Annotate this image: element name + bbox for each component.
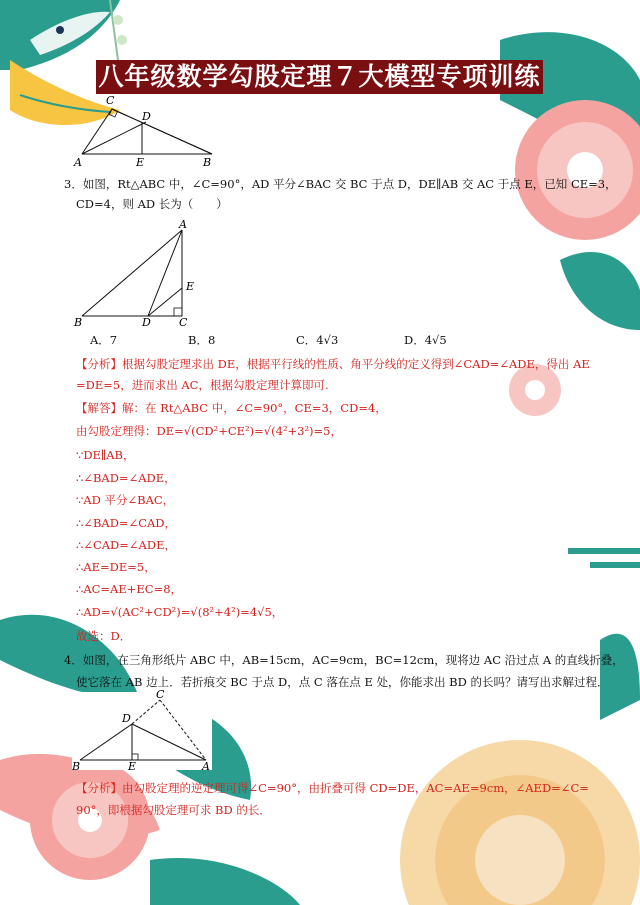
solution3-step: ∴AC=AE+EC=8， [76,582,183,596]
q3-stem-line1: 3．如图，Rt△ABC 中，∠C=90°，AD 平分∠BAC 交 BC 于点 D，DE∥AB 交 AC 于点 E，已知 CE=3， [64,177,617,191]
page-title: 八年级数学勾股定理７大模型专项训练 [96,60,543,94]
figure-q3 [70,218,200,328]
solution3-answer: 故选：D． [76,629,132,643]
q3-option-b: B．8 [188,333,216,347]
analysis3-line1: 【分析】根据勾股定理求出 DE，根据平行线的性质、角平分线的定义得到∠CAD=∠ADE，得出 AE [76,357,590,371]
analysis4-line2: 90°，即根据勾股定理可求 BD 的长． [76,803,271,817]
fig4-label-e: E [128,760,137,773]
solution3-step: ∴AD=√(AC²+CD²)=√(8²+4²)=4√5， [76,605,284,619]
q3-option-a: A．7 [90,333,118,347]
solution3-step: ∵AD 平分∠BAC， [76,493,175,507]
fig3-label-a: A [179,218,187,231]
fig4-label-b: B [72,760,81,773]
fig2-label-e: E [136,156,145,169]
fig3-label-b: B [74,316,83,329]
fig2-label-c: C [106,94,115,107]
fig4-label-c: C [156,688,165,701]
solution3-step: ∵DE∥AB， [76,448,135,462]
fig2-label-a: A [74,156,82,169]
q3-stem-line2: CD=4，则 AD 长为（ ） [76,197,228,211]
fig3-label-e: E [186,280,195,293]
solution3-step: ∴∠BAD=∠ADE， [76,471,176,485]
solution3-line2: 由勾股定理得：DE=√(CD²+CE²)=√(4²+3²)=5， [76,424,342,438]
analysis3-line2: =DE=5，进而求出 AC，根据勾股定理计算即可. [76,378,329,392]
solution3-line1: 【解答】解：在 Rt△ABC 中，∠C=90°，CE=3，CD=4， [76,401,387,415]
figure-q4 [72,688,212,773]
solution3-step: ∴AE=DE=5， [76,560,156,574]
q3-option-d: D．4√5 [404,333,447,347]
solution3-step: ∴∠CAD=∠ADE， [76,538,176,552]
stripe-decoration-icon [568,548,640,568]
figure-q2 [70,92,210,172]
fig3-label-d: D [142,316,151,329]
fig2-label-d: D [142,110,151,123]
fig3-label-c: C [179,316,188,329]
fig4-label-a: A [202,760,210,773]
q3-option-c: C．4√3 [296,333,339,347]
fig2-label-b: B [203,156,212,169]
analysis4-line1: 【分析】由勾股定理的逆定理可得∠C=90°，由折叠可得 CD=DE，AC=AE=9cm，∠AED=∠C= [76,781,589,795]
fig4-label-d: D [122,712,131,725]
q4-stem-line1: 4．如图，在三角形纸片 ABC 中，AB=15cm，AC=9cm，BC=12cm，现将边 AC 沿过点 A 的直线折叠， [64,653,624,667]
q4-stem-line2: 使它落在 AB 边上．若折痕交 BC 于点 D，点 C 落在点 E 处，你能求出 BD 的长吗？请写出求解过程． [76,675,609,689]
solution3-step: ∴∠BAD=∠CAD， [76,516,177,530]
